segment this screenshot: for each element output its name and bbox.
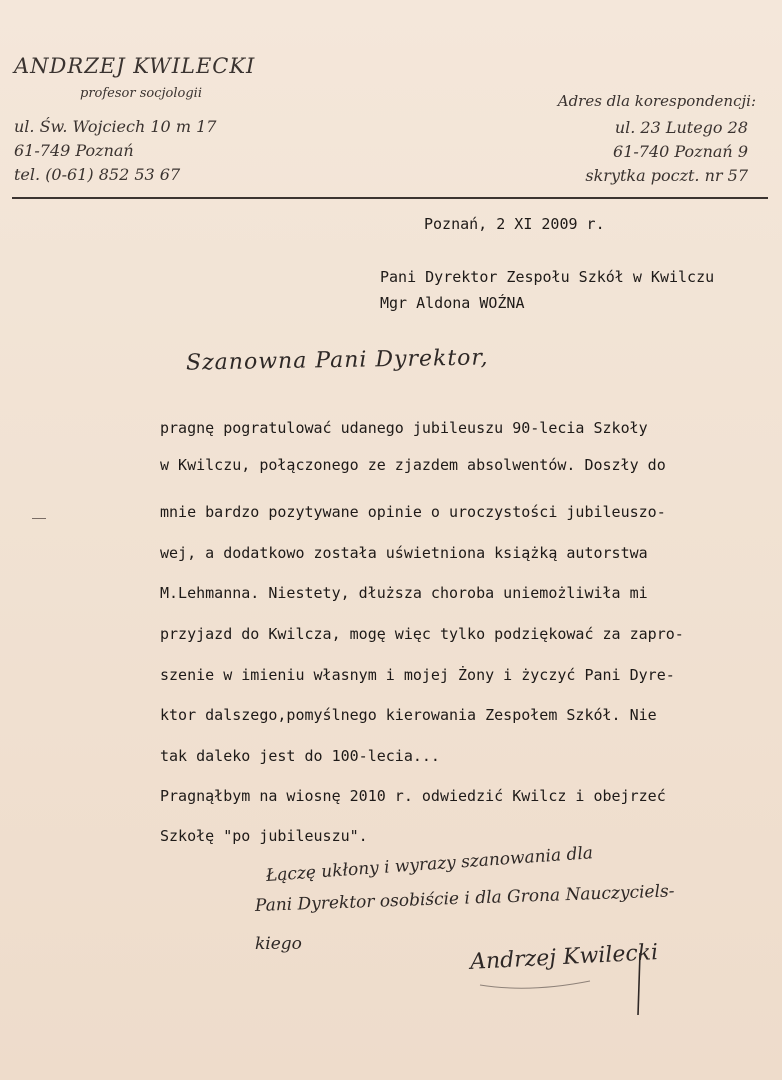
body-line: Pragnąłbym na wiosnę 2010 r. odwiedzić Kwilcz i obejrzeć xyxy=(160,787,666,805)
closing-line3: kiego xyxy=(255,934,302,954)
body-line: wej, a dodatkowo została uświetniona książką autorstwa xyxy=(160,544,648,562)
correspondence-line3: skrytka poczt. nr 57 xyxy=(585,166,748,185)
margin-mark xyxy=(32,518,46,519)
body-line: Szkołę "po jubileuszu". xyxy=(160,827,368,845)
recipient-line2: Mgr Aldona WOŹNA xyxy=(380,294,525,312)
signature-stroke xyxy=(470,945,690,1035)
body-line: szenie w imieniu własnym i mojej Żony i życzyć Pani Dyre- xyxy=(160,666,675,684)
body-line: mnie bardzo pozytywane opinie o uroczystości jubileuszo- xyxy=(160,503,666,521)
body-line: M.Lehmanna. Niestety, dłuższa choroba uniemożliwiła mi xyxy=(160,584,648,602)
body-line: ktor dalszego,pomyślnego kierowania Zespołem Szkół. Nie xyxy=(160,706,657,724)
body-line: tak daleko jest do 100-lecia... xyxy=(160,747,440,765)
body-line: w Kwilczu, połączonego ze zjazdem absolwentów. Doszły do xyxy=(160,456,666,474)
recipient-line1: Pani Dyrektor Zespołu Szkół w Kwilczu xyxy=(380,268,715,286)
salutation: Szanowna Pani Dyrektor, xyxy=(185,345,489,376)
letterhead-divider xyxy=(12,197,768,199)
closing-line1: Łączę ukłony i wyrazy szanowania dla xyxy=(265,843,594,886)
letterhead-address-line1: ul. Św. Wojciech 10 m 17 xyxy=(14,117,217,136)
letterhead-address-line2: 61-749 Poznań xyxy=(14,141,134,160)
body-line: pragnę pogratulować udanego jubileuszu 90-lecia Szkoły xyxy=(160,419,648,437)
correspondence-line2: 61-740 Poznań 9 xyxy=(613,142,748,161)
correspondence-label: Adres dla korespondencji: xyxy=(557,92,756,110)
letter-date: Poznań, 2 XI 2009 r. xyxy=(424,215,605,233)
correspondence-line1: ul. 23 Lutego 28 xyxy=(614,118,748,137)
letterhead-title: profesor socjologii xyxy=(80,86,202,101)
closing-line2: Pani Dyrektor osobiście i dla Grona Nauczyciels- xyxy=(254,881,675,916)
letterhead-phone: tel. (0-61) 852 53 67 xyxy=(14,165,181,184)
letterhead-name: ANDRZEJ KWILECKI xyxy=(14,54,256,78)
signature xyxy=(469,940,690,1035)
body-line: przyjazd do Kwilcza, mogę więc tylko podziękować za zapro- xyxy=(160,625,684,643)
signature-text: Andrzej Kwilecki xyxy=(469,940,659,975)
